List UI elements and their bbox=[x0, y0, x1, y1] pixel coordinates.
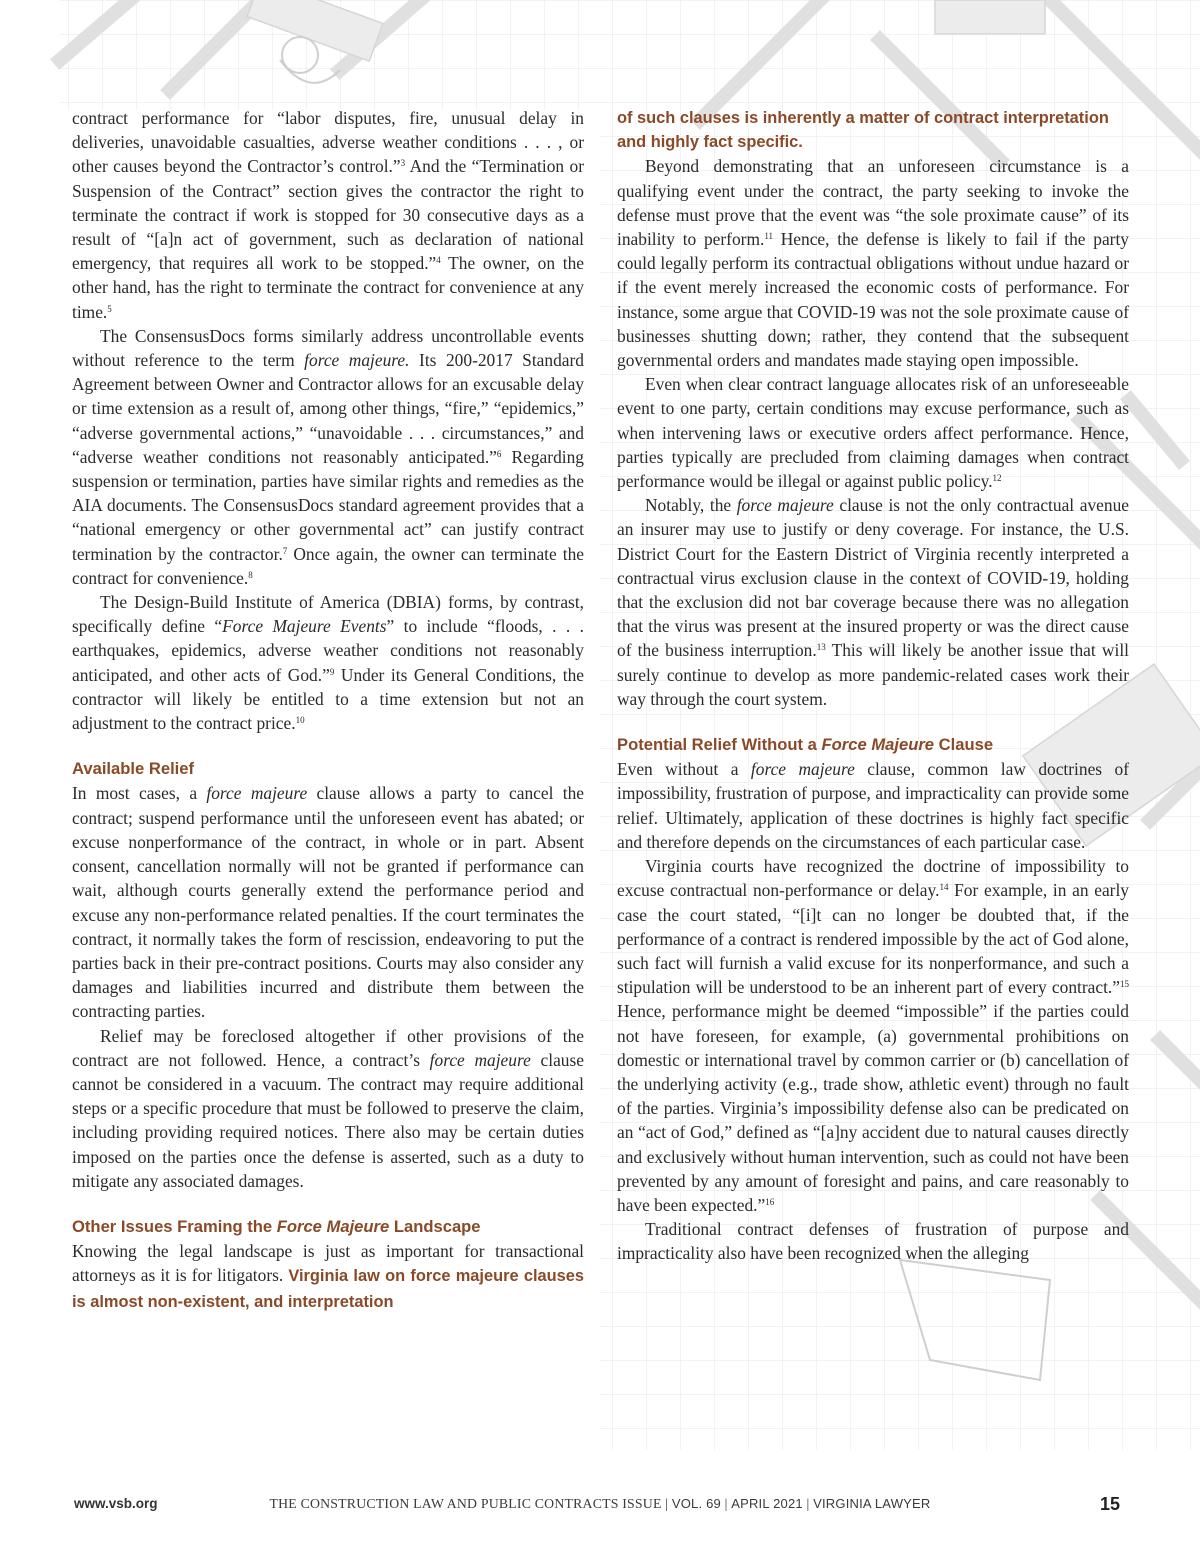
footnote-ref: 6 bbox=[496, 448, 502, 459]
page-number: 15 bbox=[1100, 1494, 1121, 1514]
footnote-ref: 13 bbox=[816, 642, 826, 653]
paragraph: The ConsensusDocs forms similarly address uncontrollable events without reference to the term force majeure. Its 200-2017 Standard Agreement between Owner and Contractor allows for an excusable delay or time extension as a result of, among other things, “fire,” “epidemics,” “adverse governmental actions,” “unavoidable . . . circumstances,” and “adverse weather conditions not reasonably anticipated.”$^6$ Regarding suspension or termination, parties have similar rights and remedies as the AIA documents. The ConsensusDocs standard agreement provides that a “national emergency or other governmental act” can justify contract termination by the contractor.$^7$ Once again, the owner can terminate the contract for convenience.$^8$ bbox=[72, 325, 584, 588]
website-url[interactable]: www.vsb.org bbox=[74, 1496, 158, 1511]
paragraph: Beyond demonstrating that an unforeseen circumstance is a qualifying event under the contract, the party seeking to invoke the defense must prove that the event was “the sole proximate cause” of its inability to perform.$^{11}$ Hence, the defense is likely to fail if the party could legally perform its contractual obligations without undue hazard or if the event merely increased the economic costs of performance. For instance, some argue that COVID-19 was not the sole proximate cause of businesses shutting down; rather, they contend that the subsequent governmental orders and mandates made staying open impossible. bbox=[617, 156, 1129, 371]
running-footer: THE CONSTRUCTION LAW AND PUBLIC CONTRACTS ISSUE | VOL. 69 | APRIL 2021 | VIRGINIA LAWYER bbox=[269, 1496, 931, 1511]
paragraph: Relief may be foreclosed altogether if other provisions of the contract are not followed. Hence, a contract’s force majeure clause cannot be considered in a vacuum. The contract may require additional steps or a specific procedure that must be followed to preserve the claim, including providing required notices. There also may be certain duties imposed on the parties once the defense is asserted, such as a duty to mitigate any associated damages. bbox=[72, 1025, 584, 1191]
paragraph: Even without a force majeure clause, common law doctrines of impossibility, frustration of purpose, and impracticality can provide some relief. Ultimately, application of these doctrines is highly fact specific and therefore depends on the circumstances of each particular case. bbox=[617, 759, 1129, 852]
page-footer bbox=[0, 1496, 1200, 1520]
footnote-ref: 14 bbox=[939, 882, 949, 893]
paragraph: Knowing the legal landscape is just as important for transactional attorneys as it is for litigators. Virginia law on force majeure clauses is almost non-existent, and interpretation bbox=[72, 1241, 584, 1311]
footnote-ref: 4 bbox=[436, 255, 441, 266]
section-heading-available-relief: Available Relief bbox=[72, 759, 195, 779]
footnote-ref: 15 bbox=[1120, 979, 1129, 990]
footnote-ref: 12 bbox=[992, 473, 1002, 484]
pull-quote: Virginia law on force majeure clauses is almost non-existent, and interpretation bbox=[72, 1267, 584, 1311]
paragraph: Even when clear contract language allocates risk of an unforeseeable event to one party, certain conditions may excuse performance, such as when intervening laws or executive orders affect performance. Hence, parties typically are precluded from claiming damages when contract performance would be illegal or against public policy.$^{12}$ bbox=[617, 374, 1129, 492]
section-heading-potential-relief: Potential Relief Without a Force Majeure Clause bbox=[617, 735, 994, 755]
paragraph: Virginia courts have recognized the doctrine of impossibility to excuse contractual non-performance or delay.$^{14}$ For example, in an early case the court stated, “[i]t can no longer be doubted that, if the performance of a contract is rendered impossible by the act of God alone, such fact will furnish a valid excuse for its nonperformance, and such a stipulation will be understood to be an inherent part of every contract.”$^{15}$ Hence, performance might be deemed “impossible” if the parties could not have foreseen, for example, (a) governmental prohibitions on domestic or international travel by common carrier or (b) cancellation of the underlying activity (e.g., trade show, athletic event) through no fault of the parties. Virginia’s impossibility defense also can be predicated on an “act of God,” defined as “[a]ny accident due to natural causes directly and exclusively without human intervention, such as could not have been prevented by any amount of foresight and pains, and care reasonably to have been expected.”$^{16}$ bbox=[617, 856, 1129, 1215]
footnote-ref: 5 bbox=[107, 303, 112, 314]
footnote-ref: 9 bbox=[329, 666, 335, 677]
paragraph: contract performance for “labor disputes, fire, unusual delay in deliveries, unavoidable casualties, adverse weather conditions . . . , or other causes beyond the Contractor’s control.”$^3$ And the “Termination or Suspension of the Contract” section gives the contractor the right to terminate the contract if work is stopped for 30 consecutive days as a result of “[a]n act of government, such as declaration of national emergency, that requires all work to be stopped.”$^4$ The owner, on the other hand, has the right to terminate the contract for convenience at any time.$^5$ bbox=[72, 108, 584, 322]
footnote-ref: 16 bbox=[765, 1196, 775, 1207]
pull-quote-continued: of such clauses is inherently a matter of contract interpretation and highly fact specific. bbox=[617, 109, 1109, 152]
paragraph: Notably, the force majeure clause is not the only contractual avenue an insurer may use to justify or deny coverage. For instance, the U.S. District Court for the Eastern District of Virginia recently interpreted a contractual virus exclusion clause in the context of COVID-19, holding that the exclusion did not bar coverage because there was no allegation that the virus was present at the insured property or was the direct cause of the business interruption.$^{13}$ This will likely be another issue that will surely continue to develop as more pandemic-related cases work their way through the court system. bbox=[617, 495, 1129, 709]
paragraph: Traditional contract defenses of frustration of purpose and impracticality also have been recognized when the alleging bbox=[617, 1219, 1129, 1264]
paragraph: The Design-Build Institute of America (DBIA) forms, by contrast, specifically define “Force Majeure Events” to include “floods, . . . earthquakes, epidemics, adverse weather conditions not reasonably anticipated, and other acts of God.”$^9$ Under its General Conditions, the contractor will likely be entitled to a time extension but not an adjustment to the contract price.$^{10}$ bbox=[72, 592, 584, 734]
footnote-ref: 10 bbox=[295, 715, 305, 726]
left-column bbox=[72, 106, 584, 1314]
footnote-ref: 8 bbox=[248, 569, 253, 580]
paragraph: In most cases, a force majeure clause allows a party to cancel the contract; suspend performance until the unforeseen event has abated; or excuse nonperformance of the contract, in whole or in part. Absent consent, cancellation normally will not be granted if performance can wait, although courts generally extend the performance period and excuse any non-performance related penalties. If the court terminates the contract, it normally takes the form of rescission, endeavoring to put the parties back in their pre-contract positions. Courts may also consider any damages and liabilities incurred and distribute them between the contracting parties. bbox=[72, 783, 584, 1022]
footnote-ref: 3 bbox=[400, 158, 406, 169]
footnote-ref: 11 bbox=[764, 231, 773, 242]
footnote-ref: 7 bbox=[282, 545, 288, 556]
section-heading-other-issues: Other Issues Framing the Force Majeure Landscape bbox=[72, 1216, 481, 1236]
right-column bbox=[617, 106, 1129, 1266]
